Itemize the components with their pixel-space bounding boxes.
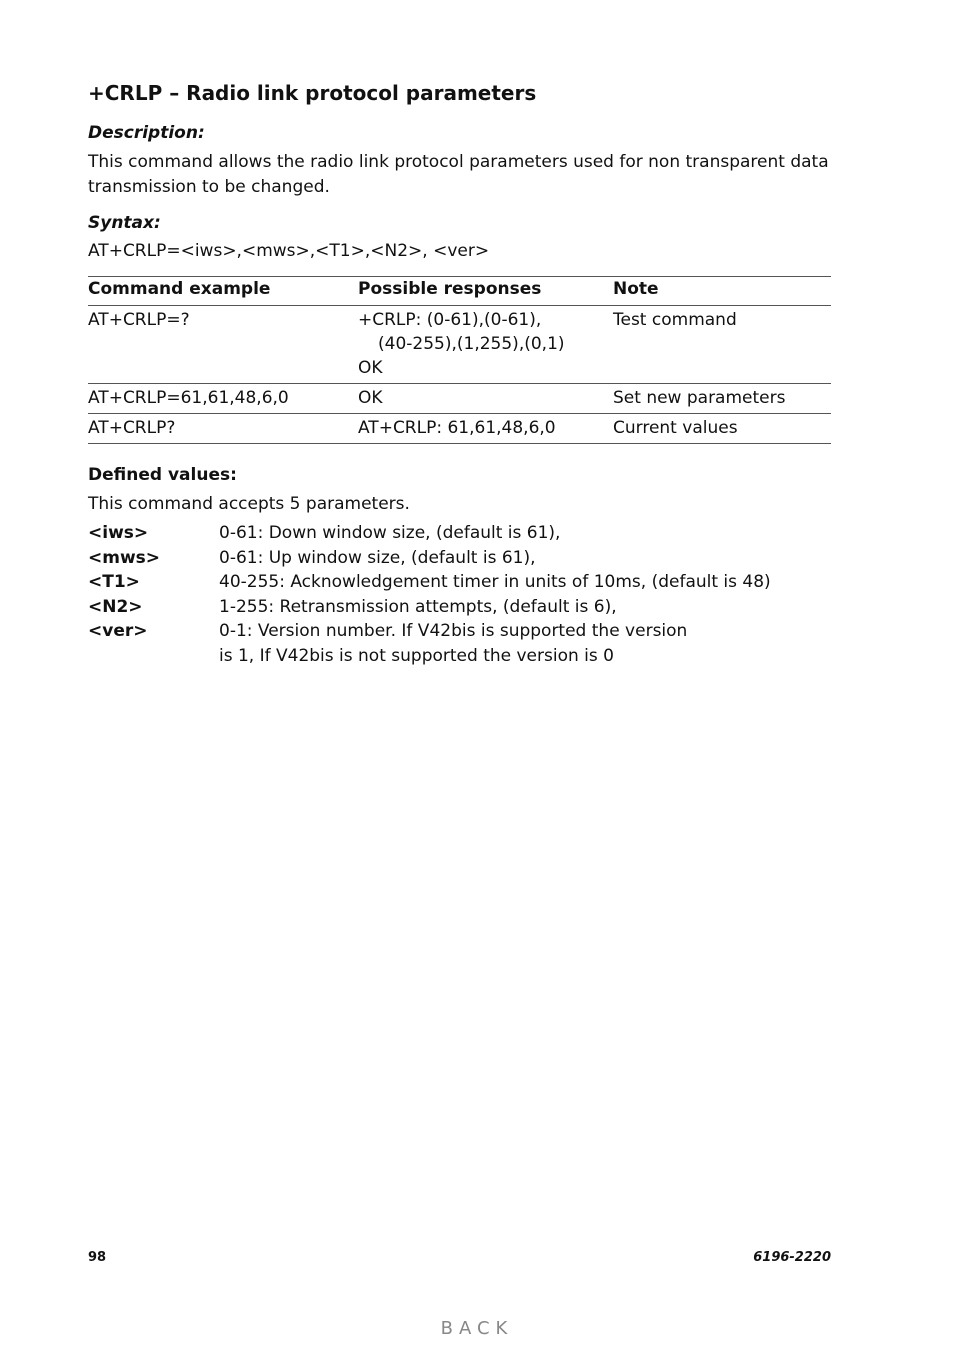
note-cell: Current values [613, 414, 831, 444]
table-header-row [88, 277, 831, 306]
column-header: Command example [88, 277, 358, 306]
param-name: <N2> [88, 596, 143, 617]
defined-values-heading: Defined values: [88, 465, 237, 485]
response-line: OK [358, 358, 383, 378]
note-cell: Test command [613, 306, 831, 384]
command-table [88, 276, 831, 444]
note-cell: Set new parameters [613, 384, 831, 414]
syntax-heading: Syntax: [88, 213, 161, 233]
param-name: <T1> [88, 572, 140, 592]
param-name: <iws> [88, 523, 149, 543]
command-cell: AT+CRLP=? [88, 306, 358, 384]
parameter-list [88, 521, 831, 668]
list-item [88, 546, 831, 571]
param-name: <mws> [88, 547, 161, 568]
param-name: <ver> [88, 621, 148, 641]
table-row [88, 306, 831, 384]
table-row [88, 414, 831, 444]
list-item [88, 595, 831, 620]
response-cell [358, 306, 613, 384]
response-cell: OK [358, 384, 613, 414]
document-page [88, 80, 831, 668]
table-row [88, 384, 831, 414]
column-header: Possible responses [358, 277, 613, 306]
list-item [88, 570, 831, 595]
param-desc [219, 619, 831, 668]
back-link[interactable]: BACK [440, 1318, 514, 1339]
param-desc-line: is 1, If V42bis is not supported the version is 0 [219, 645, 614, 666]
response-cell: AT+CRLP: 61,61,48,6,0 [358, 414, 613, 444]
param-desc-line: 0-1: Version number. If V42bis is supported the version [219, 621, 688, 641]
list-item [88, 521, 831, 546]
response-line: (40-255),(1,255),(0,1) [378, 334, 565, 354]
response-line: +CRLP: (0-61),(0-61), [358, 310, 542, 330]
description-heading: Description: [88, 123, 205, 143]
page-number: 98 [88, 1250, 107, 1265]
list-item [88, 619, 831, 668]
defined-values-intro: This command accepts 5 parameters. [88, 494, 410, 514]
command-cell: AT+CRLP? [88, 414, 358, 444]
description-text: This command allows the radio link protocol parameters used for non transparent data transmission to be changed. [88, 152, 829, 197]
column-header: Note [613, 277, 831, 306]
command-cell: AT+CRLP=61,61,48,6,0 [88, 384, 358, 414]
param-desc: 1-255: Retransmission attempts, (default is 6), [219, 596, 617, 617]
param-desc: 0-61: Down window size, (default is 61), [219, 523, 561, 543]
syntax-text: AT+CRLP=<iws>,<mws>,<T1>,<N2>, <ver> [88, 241, 490, 261]
document-number: 6196-2220 [753, 1250, 831, 1265]
page-title: +CRLP – Radio link protocol parameters [88, 81, 537, 105]
param-desc: 0-61: Up window size, (default is 61), [219, 547, 536, 568]
param-desc: 40-255: Acknowledgement timer in units of 10ms, (default is 48) [219, 572, 771, 592]
